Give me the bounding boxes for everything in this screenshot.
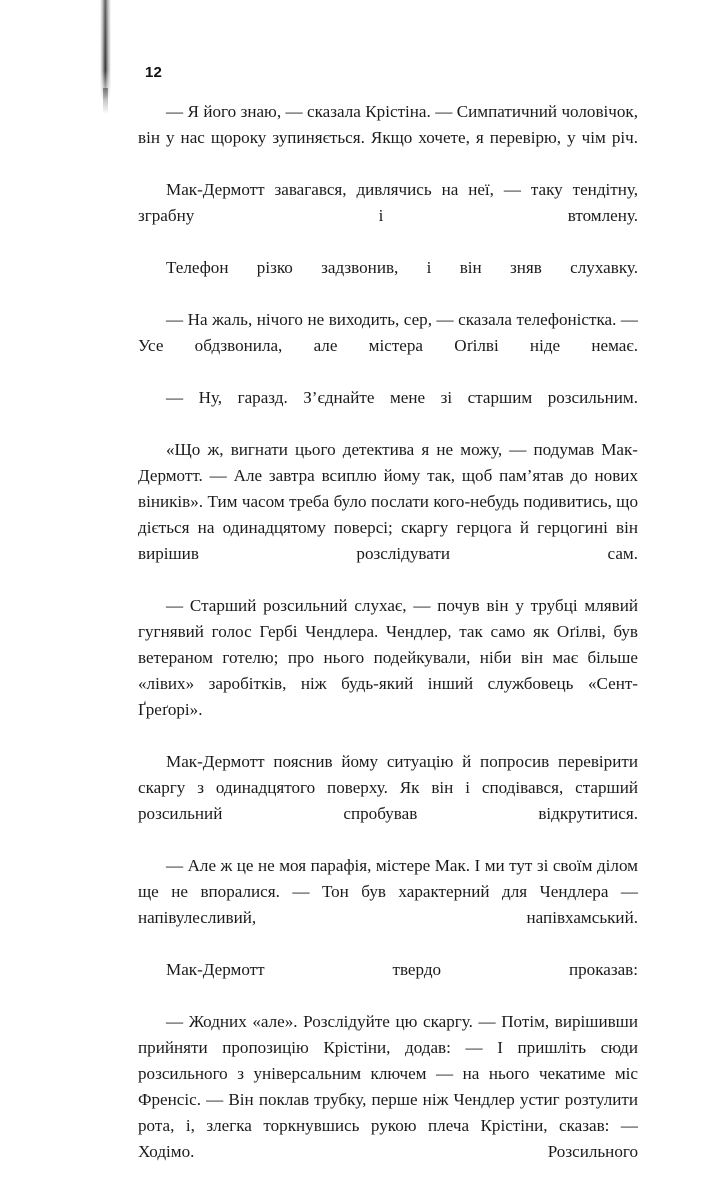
binding-shadow [100,0,111,100]
binding-shadow-band [100,0,111,100]
paragraph: Телефон різко задзвонив, і він зняв слухавку. [166,258,638,277]
paragraph: — Але ж це не моя парафія, містере Мак. І ми тут зі своїм ділом ще не впоралися. — Тон був характерний для Чендлера — напівулесливий, напівхамський. [138,856,638,927]
body-text [138,99,638,1191]
paragraph: Мак-Дермотт пояснив йому ситуацію й попросив перевірити скаргу з одинадцятого поверху. Як він і сподівався, старший розсильний спробував відкрутитися. [138,752,638,823]
paragraph: — Ну, гаразд. З’єднайте мене зі старшим розсильним. [166,388,638,407]
paragraph: — На жаль, нічого не виходить, сер, — сказала телефоністка. — Усе обдзвонила, але містера Оґілві ніде немає. [138,310,638,355]
paragraph: — Жодних «але». Розслідуйте цю скаргу. — Потім, вирішивши прийняти пропозицію Крістіни, додав: — І пришліть сюди розсильного з універсальним ключем — на нього чекатиме міс Френсіс. — Він поклав трубку, перше ніж Чендлер устиг розтулити рота, і, злегка торкнувшись рукою плеча Крістіни, сказав: — Ходімо. Розсильного [138,1012,638,1161]
binding-shadow-taper [103,88,108,114]
paragraph: Мак-Дермотт твердо проказав: [166,960,638,979]
paragraph: — Я його знаю, — сказала Крістіна. — Симпатичний чоловічок, він у нас щороку зупиняється. Якщо хочете, я перевірю, у чім річ. [138,102,638,147]
paragraph: «Що ж, вигнати цього детектива я не можу, — подумав Мак-Дермотт. — Але завтра всиплю йому так, щоб пам’ятав до нових віників». Тим часом треба було послати кого-небудь подивитись, що діється на одинадцятому поверсі; скаргу герцога й герцогині він вирішив розслідувати сам. [138,440,638,563]
paragraph: — Старший розсильний слухає, — почув він у трубці млявий гугнявий голос Гербі Чендлера. Чендлер, так само як Оґілві, був ветераном готелю; про нього подейкували, ніби він має більше «лівих» заробітків, ніж будь-який інший службовець «Сент-Ґреґорі». [138,596,638,719]
page-number: 12 [145,64,163,81]
paragraph: Мак-Дермотт завагався, дивлячись на неї, — таку тендітну, зграбну і втомлену. [138,180,638,225]
